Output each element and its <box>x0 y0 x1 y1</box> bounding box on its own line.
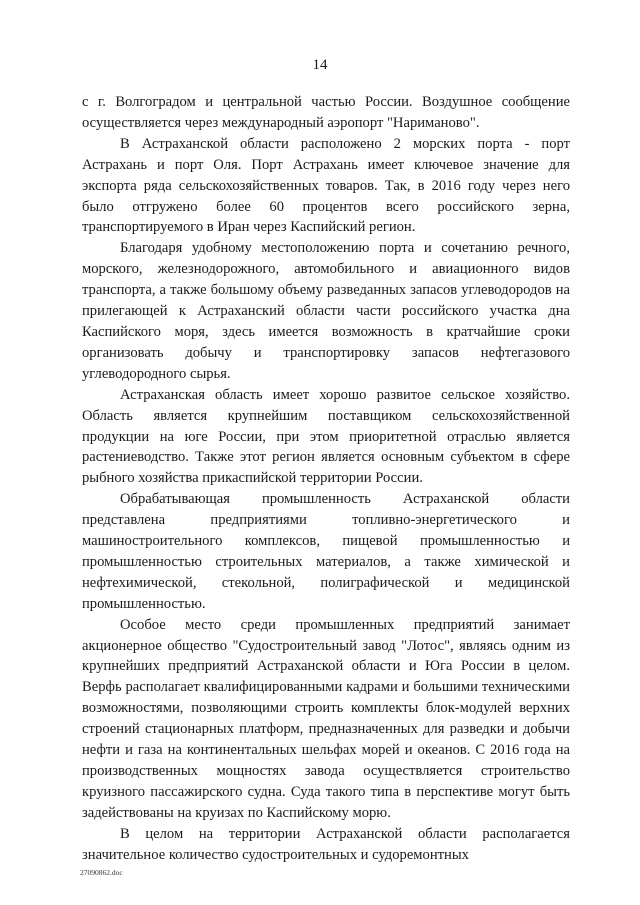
file-name-footer: 27090862.doc <box>80 868 123 877</box>
paragraph-transport: с г. Волгоградом и центральной частью России. Воздушное сообщение осуществляется через международный аэропорт "Нариманово". <box>82 94 570 131</box>
paragraph-manufacturing: Обрабатывающая промышленность Астраханской области представлена предприятиями топливно-энергетического и машиностроительного комплексов, пищевой промышленностью и промышленностью строительных материалов, а также химической и нефтехимической, стекольной, полиграфической и медицинской промышленностью. <box>82 491 570 612</box>
document-body <box>82 92 570 866</box>
paragraph-shipyard-lotos: Особое место среди промышленных предприятий занимает акционерное общество "Судостроительный завод "Лотос", являясь одним из крупнейших предприятий Астраханской области и Юга России в целом. Верфь располагает квалифицированными кадрами и большими техническими возможностями, позволяющими строить комплекты блок-модулей верхних строений стационарных платформ, предназначенных для разведки и добычи нефти и газа на континентальных шельфах морей и океанов. С 2016 года на производственных мощностях завода осуществляется строительство круизного пассажирского судна. Суда такого типа в перспективе могут быть задействованы на круизах по Каспийскому морю. <box>82 616 570 821</box>
paragraph-agriculture: Астраханская область имеет хорошо развитое сельское хозяйство. Область является крупнейшим поставщиком сельскохозяйственной продукции на юге России, при этом приоритетной отраслью является растениеводство. Также этот регион является основным субъектом в сфере рыбного хозяйства прикаспийской территории России. <box>82 386 570 487</box>
page-number: 14 <box>312 57 328 73</box>
paragraph-ports: В Астраханской области расположено 2 морских порта - порт Астрахань и порт Оля. Порт Астрахань имеет ключевое значение для экспорта ряда сельскохозяйственных товаров. Так, в 2016 году через него было отгружено более 60 процентов всего российского зерна, транспортируемого в Иран через Каспийский регион. <box>82 135 570 236</box>
paragraph-shipbuilding: В целом на территории Астраханской области располагается значительное количество судостроительных и судоремонтных <box>82 825 570 863</box>
paragraph-hydrocarbons: Благодаря удобному местоположению порта и сочетанию речного, морского, железнодорожного, автомобильного и авиационного видов транспорта, а также большому объему разведанных запасов углеводородов на прилегающей к Астраханский области части российского участка дна Каспийского моря, здесь имеется возможность в кратчайшие сроки организовать добычу и транспортировку запасов нефтегазового углеводородного сырья. <box>82 240 570 382</box>
